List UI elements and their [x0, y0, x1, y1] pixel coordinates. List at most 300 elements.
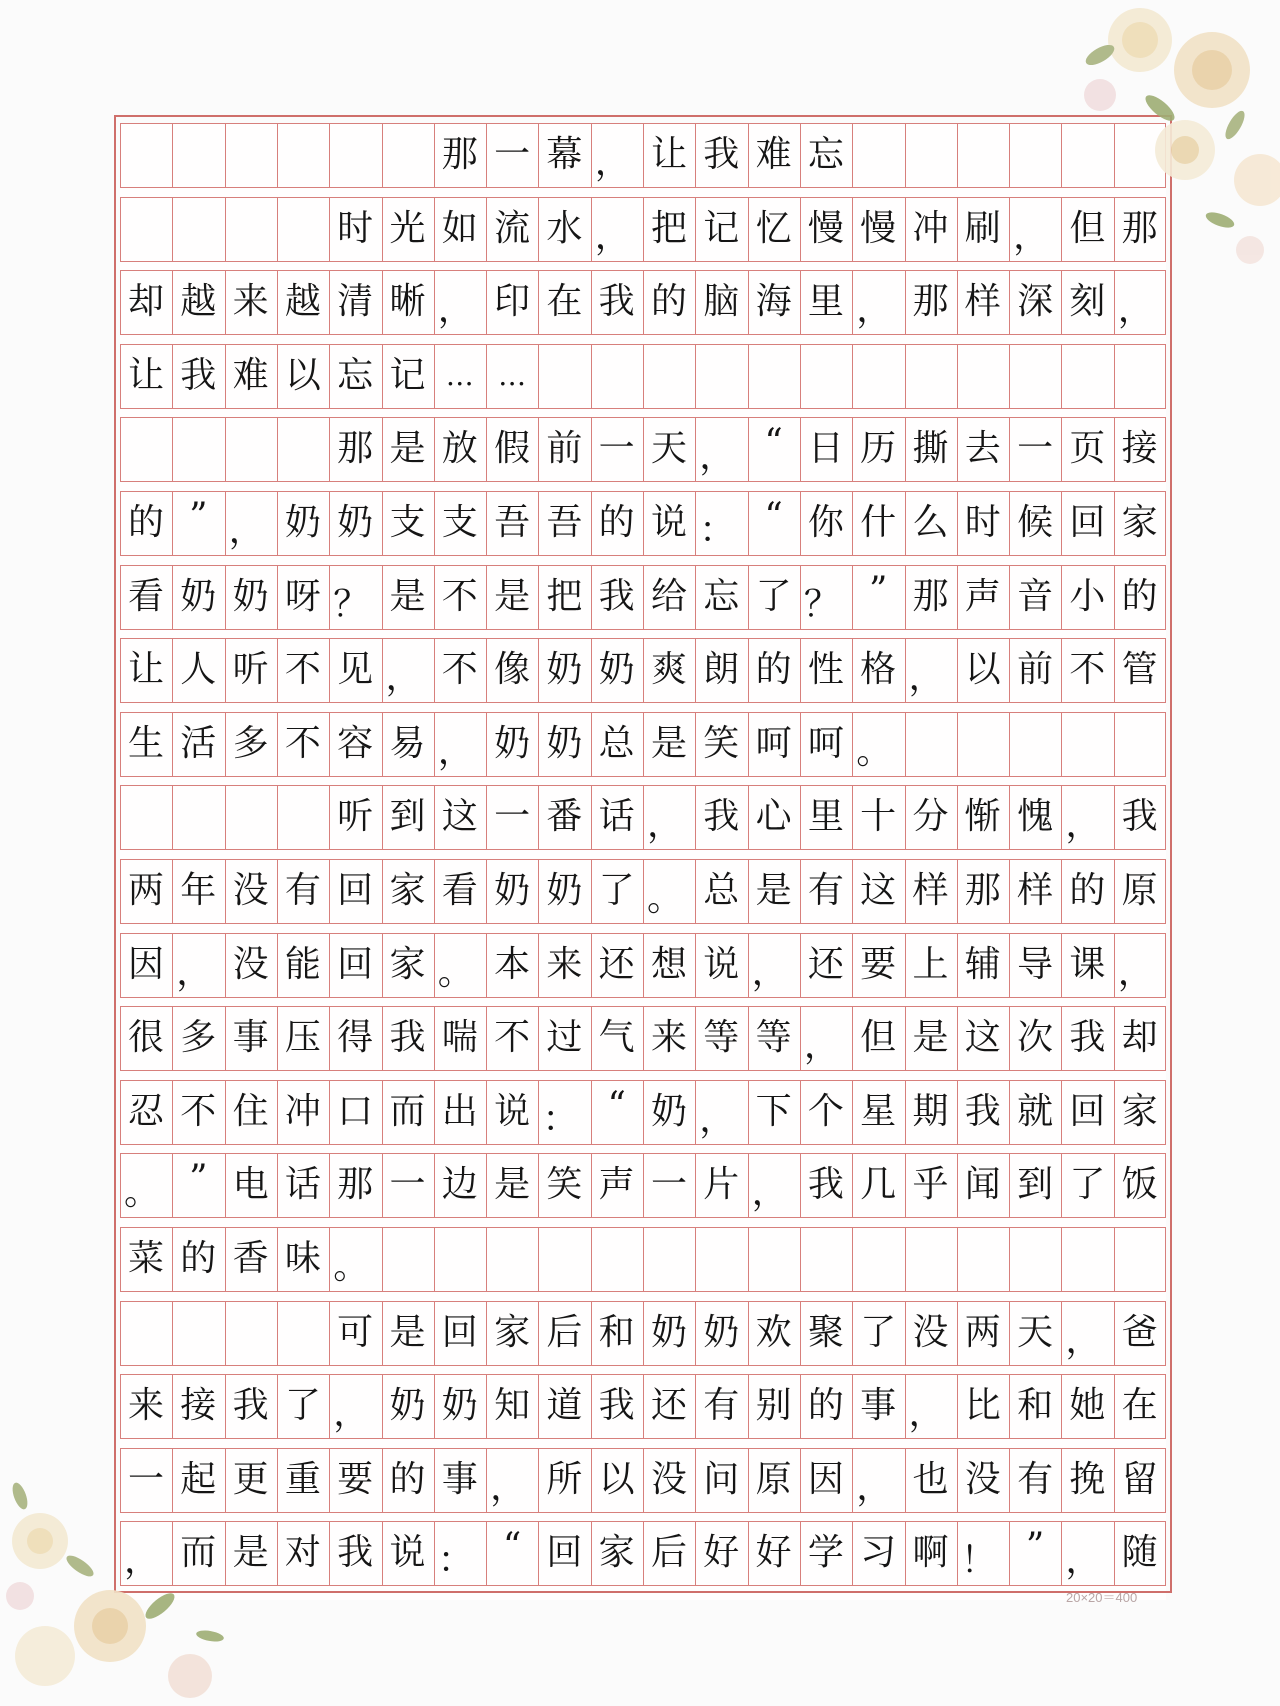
grid-cell: 奶 — [232, 575, 269, 617]
grid-cell: 习 — [860, 1532, 897, 1574]
grid-cell: ， — [437, 730, 474, 772]
grid-cell: 说 — [650, 502, 687, 543]
grid-cell: 学 — [807, 1532, 844, 1574]
grid-cell: 生 — [127, 722, 164, 764]
grid-cell: 的 — [650, 281, 687, 323]
grid-cell: 重 — [284, 1458, 321, 1500]
grid-cell: 道 — [546, 1385, 583, 1427]
grid-cell: 时 — [964, 502, 1001, 543]
grid-cell: 我 — [389, 1017, 426, 1059]
grid-cell: 口 — [337, 1090, 374, 1132]
grid-cell: 吾 — [494, 502, 531, 543]
grid-cell: 假 — [494, 428, 531, 470]
grid-cell: 我 — [232, 1385, 269, 1427]
grid-cell: 我 — [964, 1090, 1001, 1132]
grid-cell: 有 — [807, 870, 844, 911]
grid-cell: 奶 — [546, 870, 583, 911]
grid-cell: 好 — [703, 1532, 740, 1574]
grid-cell: 是 — [389, 1311, 426, 1353]
grid-cell: 也 — [912, 1458, 949, 1500]
grid-cell: 想 — [650, 943, 687, 985]
grid-cell: 这 — [441, 796, 478, 838]
grid-cell: 家 — [389, 943, 426, 985]
grid-cell: 住 — [232, 1090, 269, 1132]
grid-cell: ， — [124, 1540, 161, 1582]
grid-cell: 脑 — [703, 281, 740, 323]
grid-cell: 聚 — [807, 1311, 844, 1353]
grid-cell: 奶 — [180, 575, 217, 617]
grid-cell: ” — [189, 1158, 208, 1200]
grid-cell: ， — [699, 436, 736, 478]
grid-cell: “ — [764, 422, 783, 464]
grid-cell: 你 — [807, 502, 844, 543]
grid-cell: ” — [1025, 1526, 1045, 1568]
grid-cell: 家 — [1121, 502, 1158, 543]
grid-cell: 冲 — [284, 1090, 321, 1132]
grid-cell: 比 — [964, 1385, 1001, 1427]
grid-cell: 管 — [1121, 649, 1158, 691]
grid-cell: 后 — [546, 1311, 583, 1353]
grid-cell: 笑 — [546, 1164, 583, 1206]
grid-cell: 话 — [284, 1164, 321, 1206]
grid-cell: 气 — [598, 1017, 635, 1059]
grid-cell: 时 — [337, 207, 374, 249]
grid-cell: 了 — [598, 870, 635, 911]
grid-cell: 话 — [598, 796, 635, 838]
grid-cell: 能 — [284, 943, 321, 985]
grid-cell: 不 — [494, 1017, 531, 1059]
grid-cell: 回 — [1069, 1090, 1106, 1132]
grid-cell: 家 — [494, 1311, 531, 1353]
grid-cell: 边 — [441, 1164, 478, 1206]
grid-cell: 这 — [964, 1017, 1001, 1059]
grid-cell: 像 — [494, 649, 531, 691]
grid-cell: 没 — [232, 943, 269, 985]
grid-cell: 在 — [546, 281, 583, 323]
grid-cell: 记 — [703, 207, 740, 249]
grid-cell: 还 — [598, 943, 635, 985]
grid-cell: 。 — [333, 1246, 370, 1287]
grid-cell: 样 — [912, 870, 949, 911]
grid-count-note: 20×20＝400 — [1066, 1590, 1138, 1605]
grid-cell: 不 — [180, 1090, 217, 1132]
grid-cell: 味 — [284, 1238, 321, 1279]
grid-cell: 那 — [337, 1164, 374, 1206]
grid-cell: 愧 — [1017, 796, 1054, 838]
grid-cell: 。 — [647, 878, 684, 919]
grid-cell: 来 — [127, 1385, 164, 1427]
grid-cell: 一 — [1017, 428, 1054, 470]
grid-cell: 了 — [755, 575, 792, 617]
grid-cell: 总 — [598, 722, 635, 764]
grid-cell: 家 — [389, 870, 426, 911]
grid-cell: 性 — [807, 649, 844, 691]
grid-cell: 去 — [964, 428, 1001, 470]
grid-cell: 回 — [337, 870, 374, 911]
grid-cell: 不 — [441, 575, 478, 617]
grid-cell: 见 — [337, 649, 374, 691]
grid-cell: 一 — [389, 1164, 426, 1206]
grid-cell: 声 — [964, 575, 1001, 617]
grid-cell: 看 — [441, 870, 478, 911]
grid-cell: 所 — [546, 1458, 583, 1500]
grid-cell: 不 — [284, 649, 321, 691]
grid-cell: 回 — [546, 1532, 583, 1574]
grid-cell: 别 — [755, 1385, 792, 1427]
grid-cell: 奶 — [546, 649, 583, 691]
grid-cell: 天 — [1017, 1311, 1054, 1353]
grid-cell: 挽 — [1069, 1458, 1106, 1500]
grid-cell: 那 — [964, 870, 1001, 911]
grid-cell: 事 — [860, 1385, 897, 1427]
grid-cell: 两 — [964, 1311, 1001, 1353]
grid-cell: 音 — [1017, 575, 1054, 617]
grid-cell: 好 — [755, 1532, 792, 1574]
grid-cell: 导 — [1017, 943, 1054, 985]
grid-cell: 一 — [650, 1164, 687, 1206]
grid-cell: 的 — [807, 1385, 844, 1427]
grid-cell: 奶 — [598, 649, 635, 691]
grid-cell: 奶 — [337, 502, 374, 543]
grid-cell: ” — [189, 496, 208, 537]
grid-cell: 回 — [441, 1311, 478, 1353]
grid-cell: 的 — [1121, 575, 1158, 617]
grid-cell: ， — [1013, 215, 1050, 257]
grid-cell: 问 — [703, 1458, 740, 1500]
grid-cell: 我 — [598, 575, 635, 617]
grid-cell: 事 — [441, 1458, 478, 1500]
grid-cell: 后 — [650, 1532, 687, 1574]
grid-cell: 是 — [650, 722, 687, 764]
grid-cell: 里 — [807, 281, 844, 323]
grid-cell: 很 — [127, 1017, 164, 1059]
grid-cell: 得 — [337, 1017, 374, 1059]
grid-cell: 一 — [494, 796, 531, 838]
grid-cell: 可 — [337, 1311, 374, 1353]
grid-cell: 辅 — [964, 943, 1001, 985]
grid-cell: 来 — [650, 1017, 687, 1059]
grid-cell: 那 — [1121, 207, 1158, 249]
grid-cell: ， — [699, 1098, 736, 1140]
grid-cell: 听 — [337, 796, 374, 838]
grid-cell: 不 — [441, 649, 478, 691]
grid-cell: 留 — [1121, 1458, 1158, 1500]
grid-cell: ， — [751, 951, 788, 993]
grid-cell: 本 — [494, 943, 531, 985]
grid-cell: ： — [699, 510, 736, 551]
grid-cell: ， — [751, 1172, 788, 1214]
grid-cell: 活 — [180, 722, 217, 764]
grid-cell: ， — [803, 1025, 840, 1067]
sheet-border — [114, 115, 1172, 1593]
grid-cell: 易 — [389, 722, 426, 764]
grid-cell: 十 — [860, 796, 897, 838]
grid-cell: 是 — [912, 1017, 949, 1059]
grid-cell: 原 — [755, 1458, 792, 1500]
grid-cell: 把 — [546, 575, 583, 617]
grid-cell: ， — [333, 1393, 370, 1435]
grid-cell: 到 — [1017, 1164, 1054, 1206]
grid-cell: 海 — [755, 281, 792, 323]
grid-cell: 奶 — [650, 1090, 687, 1132]
grid-cell: 来 — [546, 943, 583, 985]
grid-cell: 的 — [389, 1458, 426, 1500]
grid-cell: 没 — [912, 1311, 949, 1353]
grid-cell: 一 — [494, 134, 531, 175]
grid-cell: ， — [647, 804, 684, 846]
grid-cell: 奶 — [650, 1311, 687, 1353]
grid-cell: 忆 — [755, 207, 792, 249]
grid-cell: 要 — [337, 1458, 374, 1500]
grid-cell: 声 — [598, 1164, 635, 1206]
grid-cell: ？ — [333, 583, 370, 625]
grid-cell: 我 — [598, 281, 635, 323]
grid-cell: 我 — [598, 1385, 635, 1427]
grid-cell: 那 — [337, 428, 374, 470]
flower-decoration-top-right-icon — [980, 0, 1280, 290]
grid-cell: 给 — [650, 575, 687, 617]
grid-cell: 我 — [180, 354, 217, 396]
grid-cell: 。 — [124, 1172, 161, 1214]
grid-cell: 印 — [494, 281, 531, 323]
grid-cell: 么 — [912, 502, 949, 543]
grid-cell: 说 — [389, 1532, 426, 1574]
grid-cell: 更 — [232, 1458, 269, 1500]
grid-cell: 喘 — [441, 1017, 478, 1059]
grid-cell: 压 — [284, 1017, 321, 1059]
grid-cell: 记 — [389, 354, 426, 396]
grid-cell: 样 — [964, 281, 1001, 323]
grid-cell: 有 — [703, 1385, 740, 1427]
grid-cell: 奶 — [284, 502, 321, 543]
grid-cell: 让 — [650, 134, 687, 175]
grid-cell: 两 — [127, 870, 164, 911]
grid-cell: 越 — [180, 281, 217, 323]
grid-cell: 忍 — [127, 1090, 164, 1132]
grid-cell: 样 — [1017, 870, 1054, 911]
grid-cell: ， — [1065, 1540, 1102, 1582]
grid-cell: 的 — [127, 502, 164, 543]
grid-cell: ， — [908, 657, 945, 699]
grid-cell: 我 — [703, 796, 740, 838]
grid-cell: 了 — [860, 1311, 897, 1353]
grid-cell: 容 — [337, 722, 374, 764]
grid-cell: 随 — [1121, 1532, 1158, 1574]
grid-cell: 没 — [650, 1458, 687, 1500]
grid-cell: 。 — [437, 951, 474, 993]
grid-cell: ， — [228, 510, 265, 551]
grid-cell: 说 — [703, 943, 740, 985]
grid-cell: 奶 — [389, 1385, 426, 1427]
grid-cell: 深 — [1017, 281, 1054, 323]
grid-cell: 因 — [127, 943, 164, 985]
grid-cell: 如 — [441, 207, 478, 249]
grid-cell: 看 — [127, 575, 164, 617]
grid-cell: 前 — [546, 428, 583, 470]
grid-cell: 饭 — [1121, 1164, 1158, 1206]
grid-cell: 刷 — [964, 207, 1001, 249]
grid-cell: ， — [385, 657, 422, 699]
grid-cell: 奶 — [494, 870, 531, 911]
grid-cell: 一 — [127, 1458, 164, 1500]
grid-cell: 难 — [755, 134, 792, 175]
grid-cell: 但 — [860, 1017, 897, 1059]
grid-cell: 撕 — [912, 428, 949, 470]
grid-cell: 多 — [232, 722, 269, 764]
grid-cell: 支 — [441, 502, 478, 543]
grid-cell: 爸 — [1121, 1311, 1158, 1353]
grid-cell: ， — [594, 215, 631, 257]
grid-cell: 不 — [1069, 649, 1106, 691]
grid-cell: 对 — [284, 1532, 321, 1574]
grid-cell: 是 — [389, 428, 426, 470]
grid-cell: 有 — [284, 870, 321, 911]
grid-cell: 慢 — [860, 207, 897, 249]
grid-cell: 回 — [337, 943, 374, 985]
grid-cell: 天 — [650, 428, 687, 470]
grid-cell: 是 — [755, 870, 792, 911]
grid-cell: “ — [607, 1084, 626, 1126]
grid-cell: 候 — [1017, 502, 1054, 543]
grid-cell: 星 — [860, 1090, 897, 1132]
grid-cell: 爽 — [650, 649, 687, 691]
grid-cell: 接 — [1121, 428, 1158, 470]
grid-cell: 出 — [441, 1090, 478, 1132]
grid-cell: 下 — [755, 1090, 792, 1132]
grid-cell: 却 — [127, 281, 164, 323]
grid-cell: 让 — [127, 354, 164, 396]
grid-cell: 忘 — [337, 354, 374, 396]
grid-cell: 乎 — [912, 1164, 949, 1206]
grid-cell: 起 — [180, 1458, 217, 1500]
grid-cell: 难 — [232, 354, 269, 396]
grid-cell: 的 — [598, 502, 635, 543]
grid-cell: 还 — [807, 943, 844, 985]
grid-cell: 是 — [494, 1164, 531, 1206]
grid-cell: 过 — [546, 1017, 583, 1059]
grid-cell: 奶 — [546, 722, 583, 764]
grid-cell: 惭 — [964, 796, 1001, 838]
grid-cell: 而 — [389, 1090, 426, 1132]
grid-cell: 慢 — [807, 207, 844, 249]
grid-cell: ， — [908, 1393, 945, 1435]
grid-cell: 是 — [494, 575, 531, 617]
grid-cell: 人 — [180, 649, 217, 691]
grid-cell: 忘 — [703, 575, 740, 617]
grid-cell: 几 — [860, 1164, 897, 1206]
grid-cell: 说 — [494, 1090, 531, 1132]
grid-cell: 因 — [807, 1458, 844, 1500]
grid-cell: 原 — [1121, 870, 1158, 911]
grid-cell: 小 — [1069, 575, 1106, 617]
grid-cell: 呵 — [807, 722, 844, 764]
grid-cell: ， — [856, 289, 893, 331]
grid-cell: 的 — [1069, 870, 1106, 911]
grid-cell: 我 — [807, 1164, 844, 1206]
grid-cell: 把 — [650, 207, 687, 249]
grid-cell: … — [498, 358, 527, 392]
grid-cell: 以 — [284, 354, 321, 396]
grid-cell: 格 — [860, 649, 897, 691]
grid-cell: 知 — [494, 1385, 531, 1427]
grid-cell: 日 — [807, 428, 844, 470]
grid-cell: 是 — [389, 575, 426, 617]
grid-cell: 支 — [389, 502, 426, 543]
grid-cell: ！ — [960, 1540, 997, 1582]
grid-cell: 奶 — [703, 1311, 740, 1353]
grid-cell: 事 — [232, 1017, 269, 1059]
grid-cell: 冲 — [912, 207, 949, 249]
grid-cell: 欢 — [755, 1311, 792, 1353]
grid-cell: 菜 — [127, 1238, 164, 1279]
grid-cell: 课 — [1069, 943, 1106, 985]
grid-cell: “ — [502, 1526, 522, 1568]
grid-cell: 但 — [1069, 207, 1106, 249]
grid-cell: 奶 — [441, 1385, 478, 1427]
grid-cell: 在 — [1121, 1385, 1158, 1427]
grid-cell: 吾 — [546, 502, 583, 543]
grid-cell: 多 — [180, 1017, 217, 1059]
grid-cell: 水 — [546, 207, 583, 249]
grid-cell: ” — [868, 569, 888, 611]
grid-cell: 晰 — [389, 281, 426, 323]
grid-cell: ， — [1065, 1319, 1102, 1361]
grid-cell: 忘 — [807, 134, 844, 175]
grid-cell: 等 — [703, 1017, 740, 1059]
grid-cell: 有 — [1017, 1458, 1054, 1500]
grid-cell: 一 — [598, 428, 635, 470]
grid-cell: 我 — [337, 1532, 374, 1574]
flower-decoration-bottom-left-icon — [0, 1456, 250, 1706]
grid-cell: 闻 — [964, 1164, 1001, 1206]
grid-cell: 总 — [703, 870, 740, 911]
grid-cell: 还 — [650, 1385, 687, 1427]
grid-cell: ？ — [803, 583, 840, 625]
grid-cell: 分 — [912, 796, 949, 838]
grid-cell: 我 — [703, 134, 740, 175]
grid-cell: 个 — [807, 1090, 844, 1132]
grid-cell: 不 — [284, 722, 321, 764]
grid-cell: 这 — [860, 870, 897, 911]
grid-cell: 以 — [964, 649, 1001, 691]
grid-cell: … — [445, 358, 474, 392]
grid-cell: “ — [764, 496, 783, 537]
grid-cell: ， — [176, 951, 213, 993]
grid-cell: ， — [1117, 289, 1154, 331]
grid-cell: ， — [490, 1466, 527, 1508]
grid-cell: 朗 — [703, 649, 740, 691]
grid-cell: 呀 — [284, 575, 321, 617]
grid-cell: ： — [542, 1098, 579, 1140]
grid-cell: 和 — [1017, 1385, 1054, 1427]
grid-cell: 那 — [912, 281, 949, 323]
grid-cell: ， — [1065, 804, 1102, 846]
grid-cell: 呵 — [755, 722, 792, 764]
grid-cell: 却 — [1121, 1017, 1158, 1059]
grid-cell: 。 — [856, 730, 893, 772]
grid-cell: 她 — [1069, 1385, 1106, 1427]
grid-cell: 家 — [1121, 1090, 1158, 1132]
grid-cell: 到 — [389, 796, 426, 838]
grid-cell: 上 — [912, 943, 949, 985]
grid-cell: 心 — [755, 796, 792, 838]
grid-cell: 光 — [389, 207, 426, 249]
grid-cell: 没 — [964, 1458, 1001, 1500]
grid-cell: 我 — [1069, 1017, 1106, 1059]
grid-cell: ， — [594, 142, 631, 183]
grid-cell: 我 — [1121, 796, 1158, 838]
grid-cell: 来 — [232, 281, 269, 323]
